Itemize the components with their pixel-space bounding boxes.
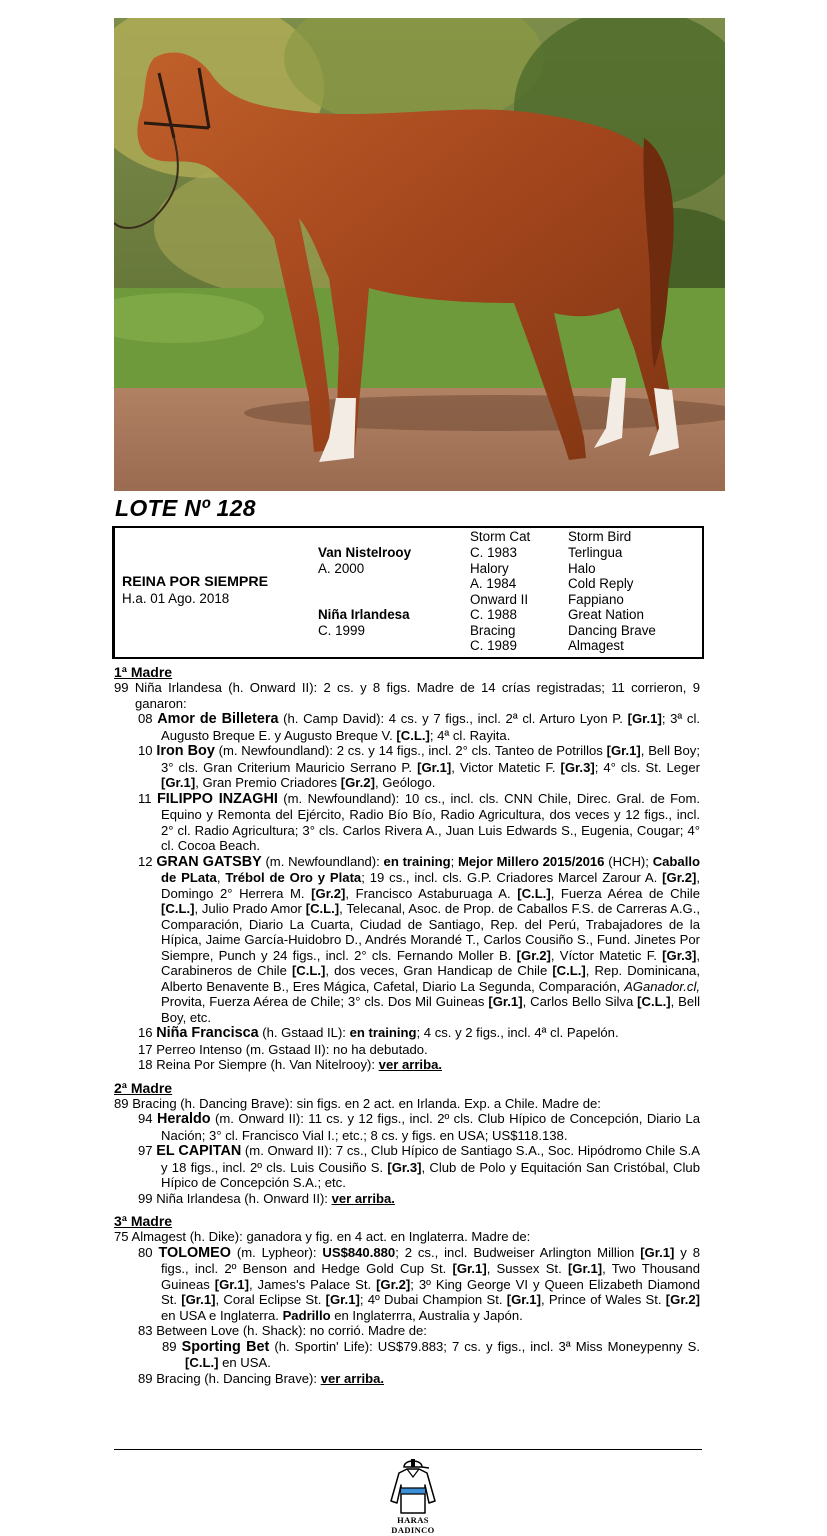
horse-details: H.a. 01 Ago. 2018 — [122, 591, 230, 606]
gen4-3: Halo — [568, 561, 596, 576]
produce-entry: 89 Bracing (h. Dancing Brave): ver arriba. — [138, 1370, 385, 1386]
dam-dam-year: C. 1989 — [470, 638, 517, 653]
haras-logo — [378, 1455, 448, 1535]
logo-text: HARAS DADINCO — [391, 1515, 435, 1535]
produce-entry: 94 Heraldo (m. Onward II): 11 cs. y 12 figs., incl. 2º cls. Club Hípico de Concepción, Diario La Nación; 3° cl. Francisco Vial I.; etc.; 8 cs. y figs. en USA; US$118.138. — [138, 1111, 700, 1143]
sire-dam-name: Halory — [470, 561, 509, 576]
pedigree-table — [112, 526, 704, 659]
jockey-silks-icon — [387, 1455, 439, 1515]
produce-entry: 89 Sporting Bet (h. Sportin' Life): US$79.883; 7 cs. y figs., incl. 3ª Miss Moneypenny S. [C.L.] en USA. — [162, 1338, 700, 1370]
gen4-8: Almagest — [568, 638, 624, 653]
produce-entry: 08 Amor de Billetera (h. Camp David): 4 cs. y 7 figs., incl. 2ª cl. Arturo Lyon P. [Gr.1]; 3ª cl. Augusto Breque E. y Augusto Breque V. [C.L.]; 4ª cl. Rayita. — [138, 711, 700, 743]
dam-dam-name: Bracing — [470, 623, 516, 638]
produce-entry: 16 Niña Francisca (h. Gstaad IL): en training; 4 cs. y 2 figs., incl. 4ª cl. Papelón. — [138, 1025, 619, 1041]
produce-entry: 10 Iron Boy (m. Newfoundland): 2 cs. y 14 figs., incl. 2° cls. Tanteo de Potrillos [Gr.1], Bell Boy; 3° cls. Gran Criterium Mauricio Serrano P. [Gr.1], Victor Matetic F. [Gr.3]; 4° cls. St. Leger [Gr.1], Gran Premio Criadores [Gr.2], Geólogo. — [138, 743, 700, 790]
produce-entry: 99 Niña Irlandesa (h. Onward II): ver arriba. — [138, 1190, 395, 1206]
produce-entry: 97 EL CAPITAN (m. Onward II): 7 cs., Club Hípico de Santiago S.A., Soc. Hipódromo Chile S.A y 18 figs., incl. 2º cls. Luis Cousiño S. [Gr.3], Club de Polo y Equitación San Cristóbal, Club Hípico de Concepción S.A.; etc. — [138, 1143, 701, 1190]
produce-entry: 83 Between Love (h. Shack): no corrió. Madre de: — [138, 1323, 427, 1338]
sire-sire-year: C. 1983 — [470, 545, 517, 560]
second-dam-heading: 2ª Madre — [114, 1079, 173, 1096]
gen4-7: Dancing Brave — [568, 623, 656, 638]
produce-entry: 12 GRAN GATSBY (m. Newfoundland): en training; Mejor Millero 2015/2016 (HCH); Caballo de PLata, Trébol de Oro y Plata; 19 cs., incl. cls. G.P. Criadores Marcel Zarour A. [Gr.2], Domingo 2° Herrera M. [Gr.2], Francisco Astaburuaga A. [C.L.], Fuerza Aérea de Chile [C.L.], Julio Prado Amor [C.L.], Telecanal, Asoc. de Prop. de Caballos F.S. de Carreras A.G., Comparación, Diario La Cuarta, Ciudad de Santiago, Rep. del Perú, Trabajadores de la Hípica, Jaime García-Huidobro D., Andrés Morandé T., Carlos Cousiño S., Fund. Jinetes Por Siempre, Punch y 24 figs., incl. 2° cls. Fernando Moller B. [Gr.2], Víctor Matetic F. [Gr.3], Carabineros de Chile [C.L.], dos veces, Gran Handicap de Chile [C.L.], Rep. Dominicana, Alberto Benavente B., Eres Mágica, Cafetal, Diario La Segunda, Comparación, AGanador.cl, Provita, Fuerza Aérea de Chile; 3° cls. Dos Mil Guineas [Gr.1], Carlos Bello Silva [C.L.], Bell Boy, etc. — [138, 853, 701, 1025]
horse-name: REINA POR SIEMPRE — [122, 574, 269, 590]
gen4-2: Terlingua — [568, 545, 623, 560]
gen4-1: Storm Bird — [568, 529, 632, 544]
sire-sire-name: Storm Cat — [470, 529, 531, 544]
produce-entry: 18 Reina Por Siempre (h. Van Nitelrooy): ver arriba. — [138, 1057, 442, 1072]
gen4-5: Fappiano — [568, 592, 624, 607]
dam-name: Niña Irlandesa — [318, 607, 410, 622]
sire-dam-year: A. 1984 — [470, 576, 517, 591]
first-dam-intro: 99 Niña Irlandesa (h. Onward II): 2 cs. y 8 figs. Madre de 14 crías registradas; 11 corrieron, 9 ganaron: — [114, 680, 700, 711]
first-dam-heading: 1ª Madre — [114, 664, 173, 680]
dam-sire-name: Onward II — [470, 592, 529, 607]
footer-divider — [114, 1449, 702, 1450]
sire-name: Van Nistelrooy — [318, 545, 412, 560]
second-dam-intro: 89 Bracing (h. Dancing Brave): sin figs. en 2 act. en Irlanda. Exp. a Chile. Madre de: — [114, 1095, 601, 1111]
dam-year: C. 1999 — [318, 623, 365, 638]
produce-entry: 80 TOLOMEO (m. Lypheor): US$840.880; 2 cs., incl. Budweiser Arlington Million [Gr.1] y 8 figs., incl. 2º Benson and Hedge Gold Cup St. [Gr.1], Sussex St. [Gr.1], Two Thousand Guineas [Gr.1], James's Palace St. [Gr.2]; 3º King George VI y Queen Elizabeth Diamond St. [Gr.1], Coral Eclipse St. [Gr.1]; 4º Dubai Champion St. [Gr.1], Prince of Wales St. [Gr.2] en USA e Inglaterra. Padrillo en Inglaterrra, Australia y Japón. — [138, 1244, 700, 1323]
see-above-link[interactable]: ver arriba. — [320, 1370, 385, 1386]
horse-photo — [114, 18, 725, 491]
gen4-4: Cold Reply — [568, 576, 634, 591]
third-dam-intro: 75 Almagest (h. Dike): ganadora y fig. en 4 act. en Inglaterra. Madre de: — [114, 1229, 531, 1244]
sire-year: A. 2000 — [318, 561, 365, 576]
dam-sire-year: C. 1988 — [470, 607, 517, 622]
produce-entry: 17 Perreo Intenso (m. Gstaad II): no ha debutado. — [138, 1041, 428, 1057]
produce-entry: 11 FILIPPO INZAGHI (m. Newfoundland): 10 cs., incl. cls. CNN Chile, Direc. Gral. de Fom. Equino y Remonta del Ejército, Radio Bío Bío, Radio Agricultura, dos veces y 12 figs., incl. 2° cl. Radio Agricultura; 3° cls. Carlos Rivera A., Juan Luis Edwards S., Eugenia, Cougar; 4° cl. Cocoa Beach. — [138, 790, 700, 853]
see-above-link[interactable]: ver arriba. — [378, 1057, 442, 1072]
dam-sections — [114, 664, 700, 1386]
third-dam-heading: 3ª Madre — [114, 1213, 173, 1229]
gen4-6: Great Nation — [568, 607, 644, 622]
lot-title: LOTE Nº 128 — [115, 495, 256, 521]
see-above-link[interactable]: ver arriba. — [331, 1190, 395, 1206]
